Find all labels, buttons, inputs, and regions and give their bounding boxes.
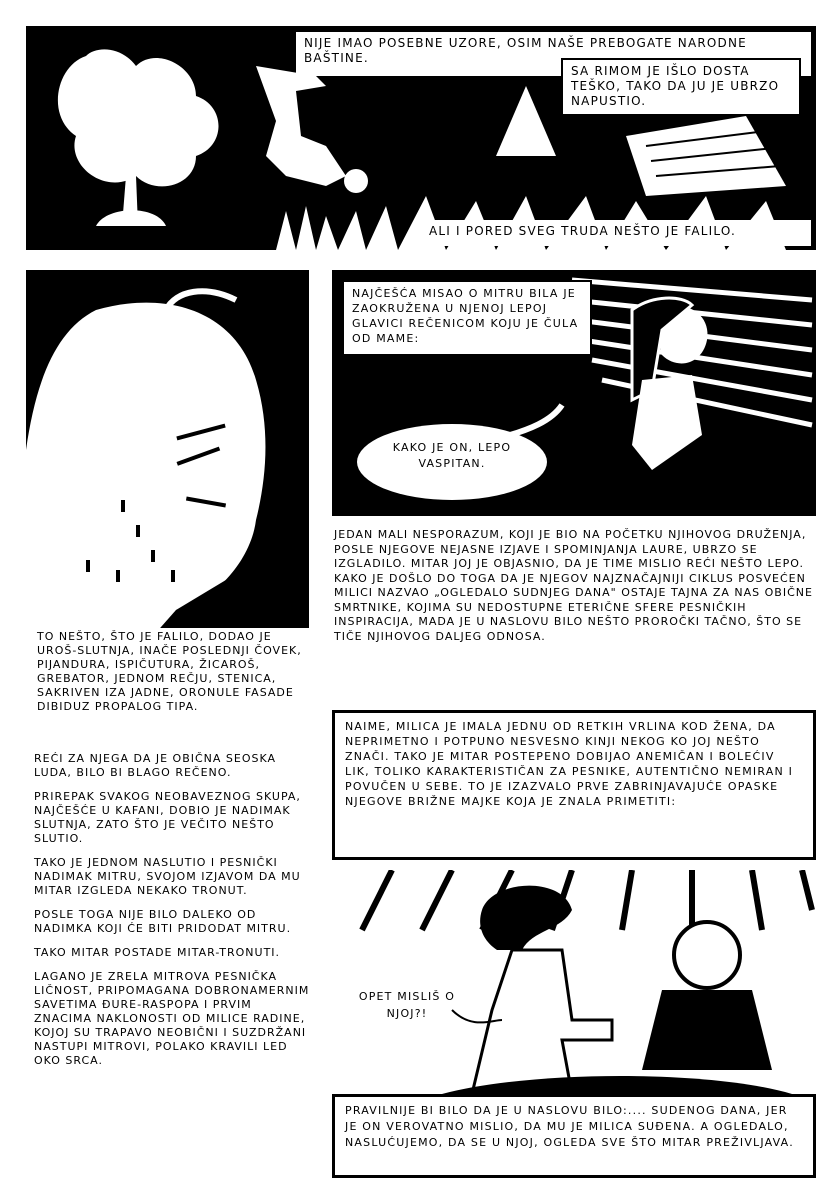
son-head xyxy=(674,922,740,988)
middle-caption-box: NAIME, MILICA JE IMALA JEDNU OD RETKIH VRLINA KOD ŽENA, DA NEPRIMETNO I POTPUNO NESVESNO KINJI NEKOG KO JOJ NEŠTO ZNAČI. TAKO JE MITAR POSTEPENO DOBIJAO ANEMIČAN I BOLEĆIV LIK, TOLIKO KARAKTERISTIČAN ZA PESNIKE, AUTENTIČNO NEMIRAN I POVUČEN U SEBE. TO JE IZAZVALO PRVE ZABRINJAVAJUĆE OPASKE NJEGOVE BRIŽNE MAJKE KOJA JE ZNALA PRIMETITI: xyxy=(332,710,816,860)
left-paragraph: PRIREPAK SVAKOG NEOBAVEZNOG SKUPA, NAJČEŠĆE U KAFANI, DOBIO JE NADIMAK SLUTNJA, ZATO ŠTO JE VEČITO NEŠTO SLUTIO. xyxy=(34,790,301,845)
panel-1 xyxy=(26,26,816,250)
panel-2 xyxy=(26,270,309,644)
left-column-text xyxy=(34,752,314,1182)
panel-3-caption: NAJČEŠĆA MISAO O MITRU BILA JE ZAOKRUŽENA U NJENOJ LEPOJ GLAVICI REČENICOM KOJU JE ČULA OD MAME: xyxy=(342,280,592,356)
right-column-text: JEDAN MALI NESPORAZUM, KOJI JE BIO NA POČETKU NJIHOVOG DRUŽENJA, POSLE NJEGOVE NEJASNE IZJAVE I SPOMINJANJA LAURE, UBRZO SE IZGLADILO. MITAR JOJ JE OBJASNIO, DA JE TIME MISLIO REĆI NEŠTO LEPO. KAKO JE DOŠLO DO TOGA DA JE NJEGOV NAJZNAČAJNIJI CIKLUS POSVEĆEN MILICI NAZVAO „OGLEDALO SUDNJEG DANA" OSTAJE TAJNA ZA NAS OBIČNE SMRTNIKE, KOJIMA SU NEDOSTUPNE ETERIČNE SFERE PESNIČKIH INSPIRACIJA, MADA JE U NASLOVU BILO NEŠTO PROROČKI TAČNO, ŠTO SE TIČE NJIHOVOG DALJEG ODNOSA. xyxy=(334,528,813,643)
panel-3-speech-bubble: KAKO JE ON, LEPO VASPITAN. xyxy=(392,441,512,470)
panel-1-caption-top: NIJE IMAO POSEBNE UZORE, OSIM NAŠE PREBOGATE NARODNE BAŠTINE. xyxy=(296,32,811,76)
panel-4-caption: PRAVILNIJE BI BILO DA JE U NASLOVU BILO:.... SUDENOG DANA, JER JE ON VEROVATNO MISLIO, DA MU JE MILICA SUĐENA. A OGLEDALO, NASLUĆUJEMO, DA SE U NJOJ, OGLEDA SVE ŠTO MITAR PREŽIVLJAVA. xyxy=(332,1094,816,1178)
panel-1-caption-bottom: ALI I PORED SVEG TRUDA NEŠTO JE FALILO. xyxy=(421,220,811,246)
panel-1-caption-inner: SA RIMOM JE IŠLO DOSTA TEŠKO, TAKO DA JU JE UBRZO NAPUSTIO. xyxy=(561,58,801,116)
panel-3 xyxy=(332,270,816,516)
girl-dress xyxy=(632,375,702,470)
tree-foliage xyxy=(58,49,219,186)
left-paragraph: POSLE TOGA NIJE BILO DALEKO OD NADIMKA KOJI ĆE BITI PRIDODAT MITRU. xyxy=(34,908,292,935)
panel-2-art xyxy=(26,270,309,644)
panel-4 xyxy=(332,870,816,1094)
left-paragraph: LAGANO JE ZRELA MITROVA PESNIČKA LIČNOST, PRIPOMAGANA DOBRONAMERNIM SAVETIMA ĐURE-RASPOPA I PRVIM ZNACIMA NAKLONOSTI OD MILICE RADINE, KOJOJ SU TRAPAVO NEOBIČNI I SUZDRŽANI NASTUPI MITROVI, POLAKO KRAVILI LED OKO SRCA. xyxy=(34,970,310,1067)
left-paragraph: REĆI ZA NJEGA DA JE OBIČNA SEOSKA LUDA, BILO BI BLAGO REČENO. xyxy=(34,752,277,779)
haystack xyxy=(496,86,556,156)
panel-2-caption: TO NEŠTO, ŠTO JE FALILO, DODAO JE UROŠ-SLUTNJA, INAČE POSLEDNJI ČOVEK, PIJANDURA, ISPIČUTURA, ŽICAROŠ, GREBATOR, JEDNOM REČJU, STENICA, SAKRIVEN IZA JADNE, ORONULE FASADE DIBIDUZ PROPALOG TIPA. xyxy=(34,628,316,752)
left-paragraph: TAKO MITAR POSTADE MITAR-TRONUTI. xyxy=(34,946,281,959)
panel-4-speech-bubble: OPET MISLIŠ O NJOJ?! xyxy=(358,990,456,1020)
son-figure xyxy=(642,990,772,1070)
panel-4-art xyxy=(332,870,816,1094)
poet-figure xyxy=(256,66,346,186)
left-paragraph: TAKO JE JEDNOM NASLUTIO I PESNIČKI NADIMAK MITRU, SVOJOM IZJAVOM DA MU MITAR IZGLEDA NEKAKO TRONUT. xyxy=(34,856,301,897)
